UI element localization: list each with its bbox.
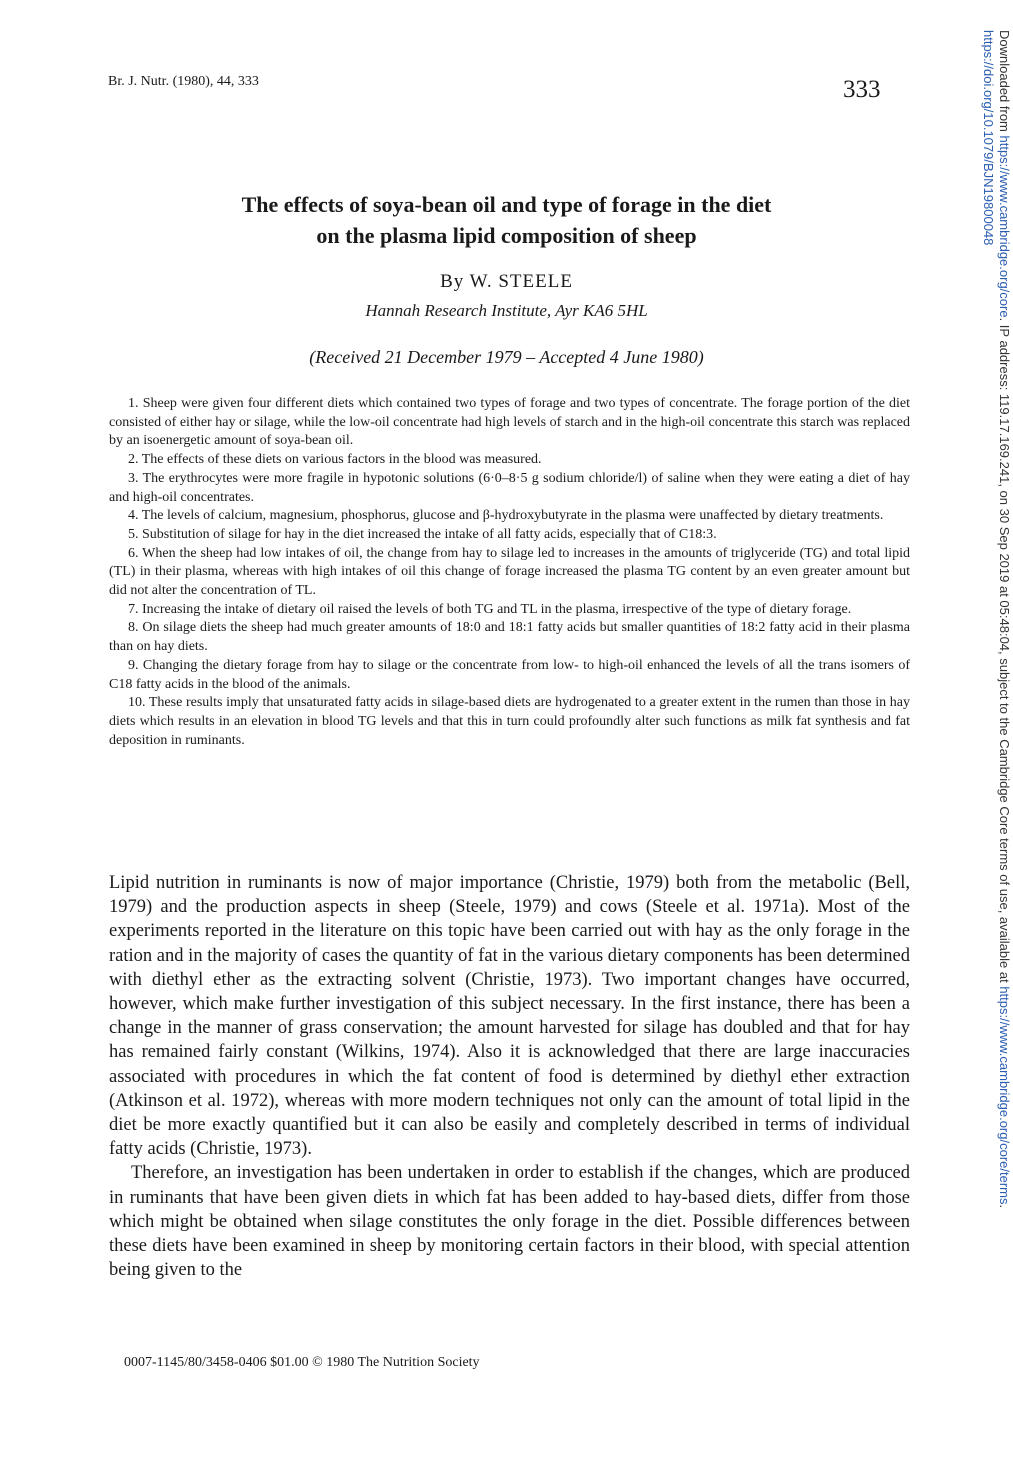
abstract-item: 8. On silage diets the sheep had much greater amounts of 18:0 and 18:1 fatty acids but smaller quantities of 18:2 fatty acid in their plasma than on hay diets.	[109, 620, 910, 655]
download-end: .	[997, 1204, 1012, 1209]
download-prefix: Downloaded from	[997, 30, 1012, 136]
abstract	[109, 395, 910, 750]
cambridge-terms-link[interactable]: https://www.cambridge.org/core/terms	[997, 986, 1012, 1205]
abstract-item: 5. Substitution of silage for hay in the diet increased the intake of all fatty acids, especially that of C18:3.	[128, 526, 717, 542]
author-byline: By W. STEELE	[440, 271, 573, 292]
cambridge-core-link[interactable]: https://www.cambridge.org/core	[997, 135, 1012, 318]
article-title	[110, 189, 903, 251]
copyright-footer: 0007-1145/80/3458-0406 $01.00 © 1980 The Nutrition Society	[124, 1355, 480, 1370]
title-line-1: The effects of soya-bean oil and type of forage in the diet	[241, 192, 772, 217]
abstract-item: 3. The erythrocytes were more fragile in hypotonic solutions (6·0–8·5 g sodium chloride/l) of saline when they were eating a diet of hay and high-oil concentrates.	[109, 470, 910, 505]
abstract-item: 10. These results imply that unsaturated fatty acids in silage-based diets are hydrogenated to a greater extent in the rumen than those in hay diets which results in an elevation in blood TG levels and that this in turn could profoundly alter such functions as milk fat synthesis and fat deposition in ruminants.	[109, 695, 910, 748]
abstract-item: 6. When the sheep had low intakes of oil, the change from hay to silage led to increases in the amounts of triglyceride (TG) and total lipid (TL) in their plasma, whereas with high intakes of oil this change of forage increased the plasma TG content by an even greater amount but did not alter the concentration of TL.	[109, 545, 910, 599]
received-dates: (Received 21 December 1979 – Accepted 4 June 1980)	[309, 347, 704, 367]
doi-link[interactable]: https://doi.org/10.1079/BJN19800048	[981, 30, 996, 246]
author-affiliation: Hannah Research Institute, Ayr KA6 5HL	[365, 301, 648, 320]
title-line-2: on the plasma lipid composition of sheep	[316, 223, 697, 248]
abstract-item: 7. Increasing the intake of dietary oil raised the levels of both TG and TL in the plasma, irrespective of the type of dietary forage.	[128, 601, 852, 617]
body-paragraph: Lipid nutrition in ruminants is now of major importance (Christie, 1979) both from the metabolic (Bell, 1979) and the production aspects in sheep (Steele, 1979) and cows (Steele et al. 1971a). Most of the experiments reported in the literature on this topic have been carried out with hay as the only forage in the ration and in the majority of cases the quantity of fat in the various dietary components has been determined with diethyl ether as the extracting solvent (Christie, 1973). Two important changes have occurred, however, which make further investigation of this subject necessary. In the first instance, there has been a change in the manner of grass conservation; the amount harvested for silage has doubled and that for hay has remained fairly constant (Wilkins, 1974). Also it is acknowledged that there are large inaccuracies associated with procedures in which the fat content of food is determined by diethyl ether extraction (Atkinson et al. 1972), whereas with more modern techniques not only can the amount of total lipid in the diet be more exactly quantified but it can also be easily and completely described in terms of individual fatty acids (Christie, 1973).	[109, 873, 910, 1160]
abstract-item: 9. Changing the dietary forage from hay to silage or the concentrate from low- to high-oil enhanced the levels of all the trans isomers of C18 fatty acids in the blood of the animals.	[109, 657, 910, 692]
download-notice-sidebar	[980, 30, 1012, 1208]
abstract-item: 2. The effects of these diets on various factors in the blood was measured.	[128, 452, 542, 468]
body-text	[109, 871, 910, 1282]
page-number: 333	[843, 76, 881, 103]
download-notice-line-1	[996, 30, 1012, 1208]
abstract-item: 1. Sheep were given four different diets which contained two types of forage and two types of concentrate. The forage portion of the diet consisted of either hay or silage, while the low-oil concentrate had high levels of starch and in the high-oil concentrate this starch was replaced by an isoenergetic amount of soya-bean oil.	[109, 396, 910, 449]
abstract-item: 4. The levels of calcium, magnesium, phosphorus, glucose and β-hydroxybutyrate in the plasma were unaffected by dietary treatments.	[128, 508, 884, 524]
download-ip-text: . IP address: 119.17.169.241, on 30 Sep 2019 at 05:48:04, subject to the Cambridge Core terms of use, available at	[997, 317, 1012, 987]
journal-reference: Br. J. Nutr. (1980), 44, 333	[108, 74, 259, 89]
body-paragraph: Therefore, an investigation has been undertaken in order to establish if the changes, which are produced in ruminants that have been given diets in which fat has been added to hay-based diets, differ from those which might be obtained when silage constitutes the only forage in the diet. Possible differences between these diets have been examined in sheep by monitoring certain factors in their blood, with special attention being given to the	[109, 1163, 910, 1281]
